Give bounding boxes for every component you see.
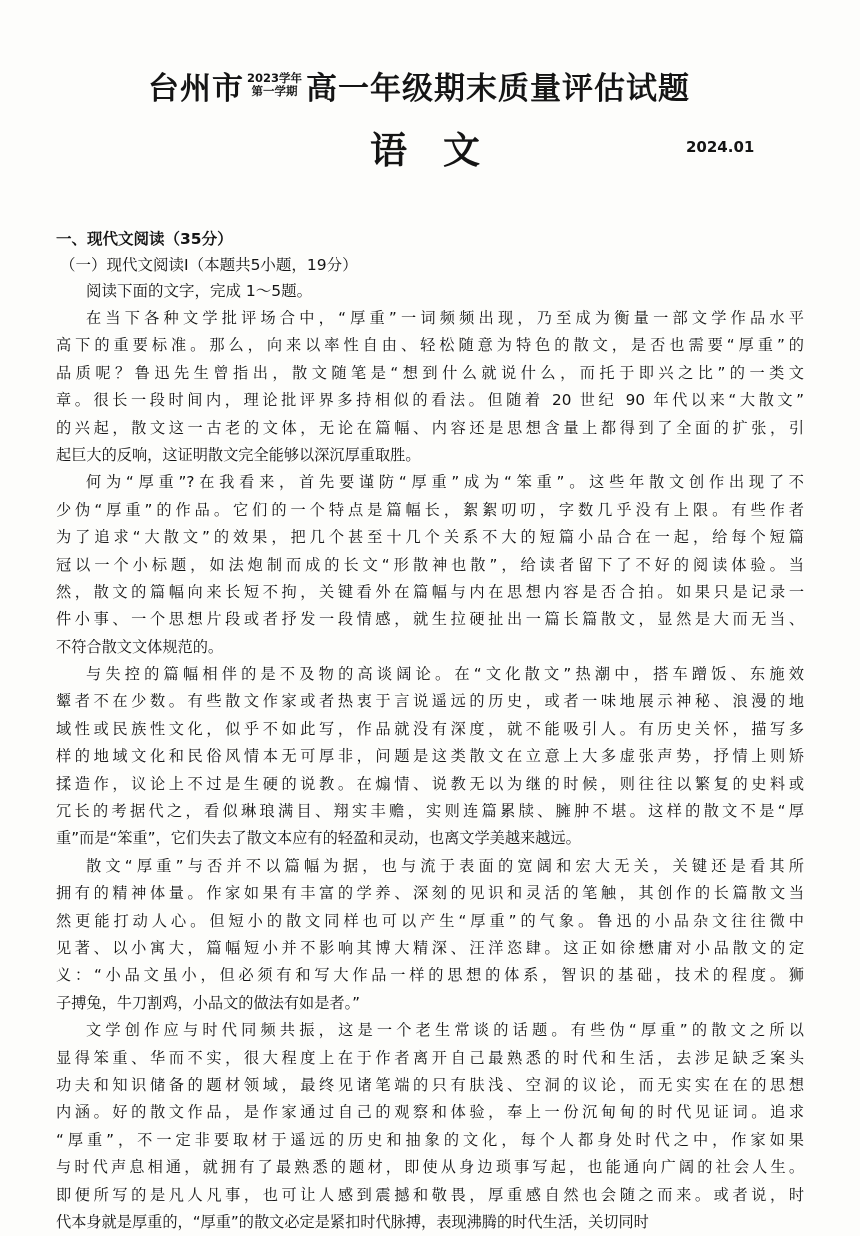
passage-line: 显得笨重、华而不实，很大程度上在于作者离开自己最熟悉的时代和生活，去涉足缺乏案头 <box>56 1048 804 1067</box>
reading-passage <box>56 305 804 1236</box>
subject-title: 语文 <box>370 129 516 172</box>
passage-line: 为了追求“大散文”的效果，把几个甚至十几个关系不大的短篇小品合在一起，给每个短篇 <box>56 528 804 547</box>
passage-paragraph <box>56 853 804 1017</box>
passage-line: 不符合散文文体规范的。 <box>56 637 224 656</box>
passage-line: 域性或民族性文化，似乎不如此写，作品就没有深度，就不能吸引人。有历史关怀，描写多 <box>56 719 804 738</box>
passage-line: 冠以一个小标题，如法炮制而成的长文“形散神也散”，给读者留下了不好的阅读体验。当 <box>56 555 804 574</box>
passage-line: 少伪“厚重”的作品。它们的一个特点是篇幅长，絮絮叨叨，字数几乎没有上限。有些作者 <box>56 500 804 519</box>
passage-line: 品质呢？鲁迅先生曾指出，散文随笔是“想到什么就说什么，而托于即兴之比”的一类文 <box>56 363 804 382</box>
passage-paragraph <box>56 1017 804 1236</box>
passage-line: 即便所写的是凡人凡事，也可让人感到震撼和敬畏，厚重感自然也会随之而来。或者说，时 <box>56 1185 804 1204</box>
exam-date: 2024.01 <box>686 138 755 156</box>
passage-paragraph <box>56 661 804 853</box>
passage-line: 重”而是“笨重”，它们失去了散文本应有的轻盈和灵动，也离文学美越来越远。 <box>56 829 581 848</box>
passage-line: “厚重”，不一定非要取材于遥远的历史和抽象的文化，每个人都身处时代之中，作家如果 <box>56 1130 804 1149</box>
passage-line: 揉造作，议论上不过是生硬的说教。在煽情、说教无以为继的时候，则往往以繁复的史料或 <box>56 774 804 793</box>
passage-line: 件小事、一个思想片段或者抒发一段情感，就生拉硬扯出一篇长篇散文，显然是大而无当、 <box>56 610 804 629</box>
passage-line: 义：“小品文虽小，但必须有和写大作品一样的思想的体系，智识的基础，技术的程度。狮 <box>56 966 804 985</box>
passage-line: 拥有的精神体量。作家如果有丰富的学养、深刻的见识和灵活的笔触，其创作的长篇散文当 <box>56 884 804 903</box>
passage-line: 内涵。好的散文作品，是作家通过自己的观察和体验，奉上一份沉甸甸的时代见证词。追求 <box>56 1103 804 1122</box>
section-title: 一、现代文阅读（35分） <box>56 230 233 248</box>
reading-instruction: 阅读下面的文字，完成 1～5题。 <box>86 282 313 300</box>
exam-title-row <box>148 62 690 108</box>
passage-line: 章。很长一段时间内，理论批评界多持相似的看法。但随着 20 世纪 90 年代以来“大散文” <box>56 391 804 410</box>
passage-line: 高下的重要标准。那么，向来以率性自由、轻松随意为特色的散文，是否也需要“厚重”的 <box>56 336 804 355</box>
passage-line: 何为“厚重”?在我看来，首先要谨防“厚重”成为“笨重”。这些年散文创作出现了不 <box>86 473 804 492</box>
passage-line: 子搏兔，牛刀割鸡，小品文的做法有如是者。” <box>56 993 361 1012</box>
passage-line: 样的地域文化和民俗风情本无可厚非，问题是这类散文在立意上大多虚张声势，抒情上则矫 <box>56 747 804 766</box>
passage-paragraph <box>56 469 804 661</box>
passage-line: 颦者不在少数。有些散文作家或者热衷于言说遥远的历史，或者一味地展示神秘、浪漫的地 <box>56 692 804 711</box>
passage-line: 散文“厚重”与否并不以篇幅为据，也与流于表面的宽阔和宏大无关，关键还是看其所 <box>86 856 804 875</box>
passage-line: 与失控的篇幅相伴的是不及物的高谈阔论。在“文化散文”热潮中，搭车蹭饭、东施效 <box>86 665 804 684</box>
passage-line: 功夫和知识储备的题材领域，最终见诸笔端的只有肤浅、空洞的议论，而无实实在在的思想 <box>56 1075 804 1094</box>
passage-line: 然更能打动人心。但短小的散文同样也可以产生“厚重”的气象。鲁迅的小品杂文往往微中 <box>56 911 804 930</box>
exam-content <box>56 226 804 1236</box>
passage-line: 文学创作应与时代同频共振，这是一个老生常谈的话题。有些伪“厚重”的散文之所以 <box>86 1021 804 1040</box>
school-year-top: 2023学年 <box>247 71 303 85</box>
passage-line: 然，散文的篇幅向来长短不拘，关键看外在篇幅与内在思想内容是否合拍。如果只是记录一 <box>56 582 804 601</box>
passage-paragraph <box>56 305 804 469</box>
passage-line: 与时代声息相通，就拥有了最熟悉的题材，即使从身边琐事写起，也能通向广阔的社会人生。 <box>56 1158 804 1177</box>
passage-line: 在当下各种文学批评场合中，“厚重”一词频频出现，乃至成为衡量一部文学作品水平 <box>86 309 804 327</box>
school-year <box>247 72 302 98</box>
section-subtitle: （一）现代文阅读Ⅰ（本题共5小题，19分） <box>60 256 358 274</box>
passage-line: 的兴起，散文这一古老的文体，无论在篇幅、内容还是思想含量上都得到了全面的扩张，引 <box>56 418 804 437</box>
exam-header <box>0 62 860 212</box>
passage-line: 见著、以小寓大，篇幅短小并不影响其博大精深、汪洋恣肆。这正如徐懋庸对小品散文的定 <box>56 938 804 957</box>
exam-title: 高一年级期末质量评估试题 <box>306 70 691 107</box>
school-year-bottom: 第一学期 <box>251 84 298 98</box>
passage-line: 起巨大的反响，这证明散文完全能够以深沉厚重取胜。 <box>56 445 421 464</box>
passage-line: 代本身就是厚重的，“厚重”的散文必定是紧扣时代脉搏，表现沸腾的时代生活，关切同时 <box>56 1212 649 1231</box>
city-name: 台州市 <box>148 70 244 107</box>
passage-line: 冗长的考据代之，看似琳琅满目、翔实丰赡，实则连篇累牍、臃肿不堪。这样的散文不是“厚 <box>56 802 804 821</box>
